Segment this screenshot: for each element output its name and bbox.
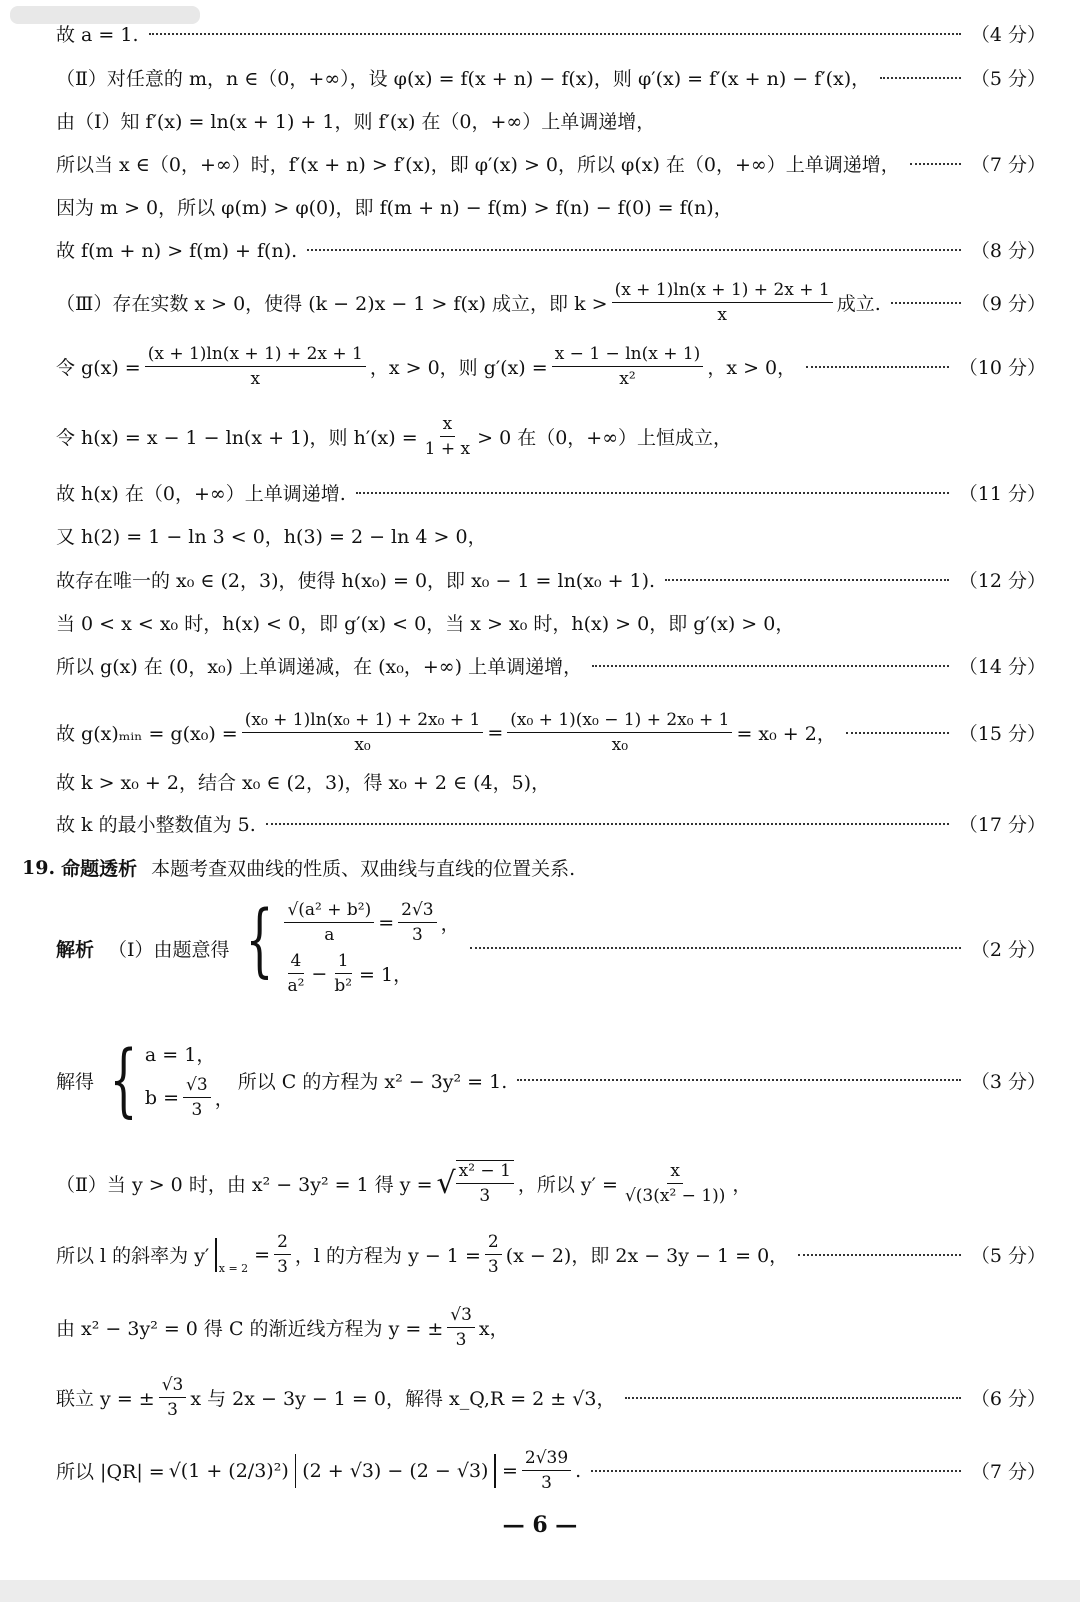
line-17: 故 k 的最小整数值为 5. （17 分） <box>56 814 1046 836</box>
line-9: 令 h(x) = x − 1 − ln(x + 1)，则 h′(x) = $\frac{x}{1 + x}$ > 0 在（0，+∞）上恒成立， <box>56 414 733 459</box>
line-12: 故存在唯一的 x₀ ∈ (2，3)，使得 h(x₀) = 0，即 x₀ − 1 = ln(x₀ + 1). （12 分） <box>56 570 1046 592</box>
line-16: 故 k > x₀ + 2，结合 x₀ ∈ (2，3)，得 x₀ + 2 ∈ (4，5)， <box>56 772 551 794</box>
line-7: （Ⅲ）存在实数 x > 0，使得 (k − 2)x − 1 > f(x) 成立，即 k > $\frac{(x + 1)\ln(x + 1) + 2x + 1}{x}$ 成立. （9 分） <box>56 280 1046 325</box>
fraction: $\frac{x - 1 - \ln(x + 1)}{\text{x²}}$ <box>552 344 704 389</box>
line-5: 因为 m > 0，所以 φ(m) > φ(0)，即 f(m + n) − f(m) > f(n) − f(0) = f(n)， <box>56 197 733 219</box>
line-10: 故 h(x) 在（0，+∞）上单调递增. （11 分） <box>56 483 1046 505</box>
fraction: $\frac{(x + 1)\ln(x + 1) + 2x + 1}{x}$ <box>145 344 366 389</box>
q19-part1: 解析 （Ⅰ）由题意得 { $\frac{\text{√(a² + b²)}}{a}$ = $\frac{2√3}{3}$ ， $\frac{4}{\text{a²}}$ − $\frac{1}{\text{b²}}$ = 1， （2 分） <box>56 893 1046 996</box>
q19-intersect: 联立 y = ± $\frac{√3}{3}$ x 与 2x − 3y − 1 = 0，解得 x_Q,R = 2 ± √3， （6 分） <box>56 1375 1046 1420</box>
line-11: 又 h(2) = 1 − ln 3 < 0，h(3) = 2 − ln 4 > 0， <box>56 526 487 548</box>
line-14: 所以 g(x) 在 (0，x₀) 上单调递减，在 (x₀，+∞) 上单调递增， （14 分） <box>56 656 1046 678</box>
page-number: — 6 — <box>502 1512 578 1538</box>
q19-solve: 解得 { a = 1， b = $\frac{√3}{3}$ ， 所以 C 的方程为 x² − 3y² = 1. （3 分） <box>56 1033 1046 1126</box>
fraction: $\frac{\text{(x₀ + 1)ln(x₀ + 1) + 2x₀ + 1}}{\text{x₀}}$ <box>242 710 484 755</box>
q19-asymptote: 由 x² − 3y² = 0 得 C 的渐近线方程为 y = ± $\frac{√3}{3}$ x， <box>56 1305 509 1350</box>
q19-slope: 所以 l 的斜率为 y′ x = 2 = $\frac{2}{3}$ ，l 的方程为 y − 1 = $\frac{2}{3}$ (x − 2)，即 2x − 3y − 1 = 0， （5 分） <box>56 1232 1046 1277</box>
q19-header: 19. 命题透析 本题考查双曲线的性质、双曲线与直线的位置关系. <box>22 856 576 880</box>
q19-qr-length: 所以 |QR| = √(1 + (2/3)²) (2 + √3) − (2 − √3) = $\frac{2√39}{3}$ . （7 分） <box>56 1448 1046 1493</box>
fraction: $\frac{x}{1 + x}$ <box>424 414 471 459</box>
line-2: （Ⅱ）对任意的 m，n ∈（0，+∞），设 φ(x) = f(x + n) − f(x)，则 φ′(x) = f′(x + n) − f′(x)， （5 分） <box>56 68 1046 90</box>
line-13: 当 0 < x < x₀ 时，h(x) < 0，即 g′(x) < 0，当 x > x₀ 时，h(x) > 0，即 g′(x) > 0， <box>56 613 795 635</box>
footer-band <box>0 1580 1080 1602</box>
line-4: 所以当 x ∈（0，+∞）时，f′(x + n) > f′(x)，即 φ′(x) > 0，所以 φ(x) 在（0，+∞）上单调递增， （7 分） <box>56 154 1046 176</box>
q19-part2: （Ⅱ）当 y > 0 时，由 x² − 3y² = 1 得 y = √ $\frac{\text{x² − 1}}{3}$ ，所以 y′ = $\frac{x}{\text{√(3(x² − 1))}}$ ， <box>56 1160 752 1206</box>
line-8: 令 g(x) = $\frac{(x + 1)\ln(x + 1) + 2x + 1}{x}$ ，x > 0，则 g′(x) = $\frac{x - 1 - \ln(x + 1)}{\text{x²}}$ ，x > 0， （10 分） <box>56 344 1046 389</box>
brace-solution: { a = 1， b = $\frac{√3}{3}$ ， <box>109 1033 234 1126</box>
line-3: 由（Ⅰ）知 f′(x) = ln(x + 1) + 1，则 f′(x) 在（0，+∞）上单调递增， <box>56 111 656 133</box>
brace-system: { $\frac{\text{√(a² + b²)}}{a}$ = $\frac{2√3}{3}$ ， $\frac{4}{\text{a²}}$ − $\frac{1}{\text{b²}}$ = 1， <box>244 893 460 996</box>
fraction: $\frac{\text{(x₀ + 1)(x₀ − 1) + 2x₀ + 1}}{\text{x₀}}$ <box>507 710 732 755</box>
line-15: 故 g(x)ₘᵢₙ = g(x₀) = $\frac{\text{(x₀ + 1)ln(x₀ + 1) + 2x₀ + 1}}{\text{x₀}}$ = $\frac{\text{(x₀ + 1)(x₀ − 1) + 2x₀ + 1}}{\text{x₀}}$ = x₀ + 2， （15 分） <box>56 710 1046 755</box>
line-6: 故 f(m + n) > f(m) + f(n). （8 分） <box>56 240 1046 262</box>
line-1: 故 a = 1. （4 分） <box>56 24 1046 46</box>
fraction: $\frac{(x + 1)\ln(x + 1) + 2x + 1}{x}$ <box>612 280 833 325</box>
